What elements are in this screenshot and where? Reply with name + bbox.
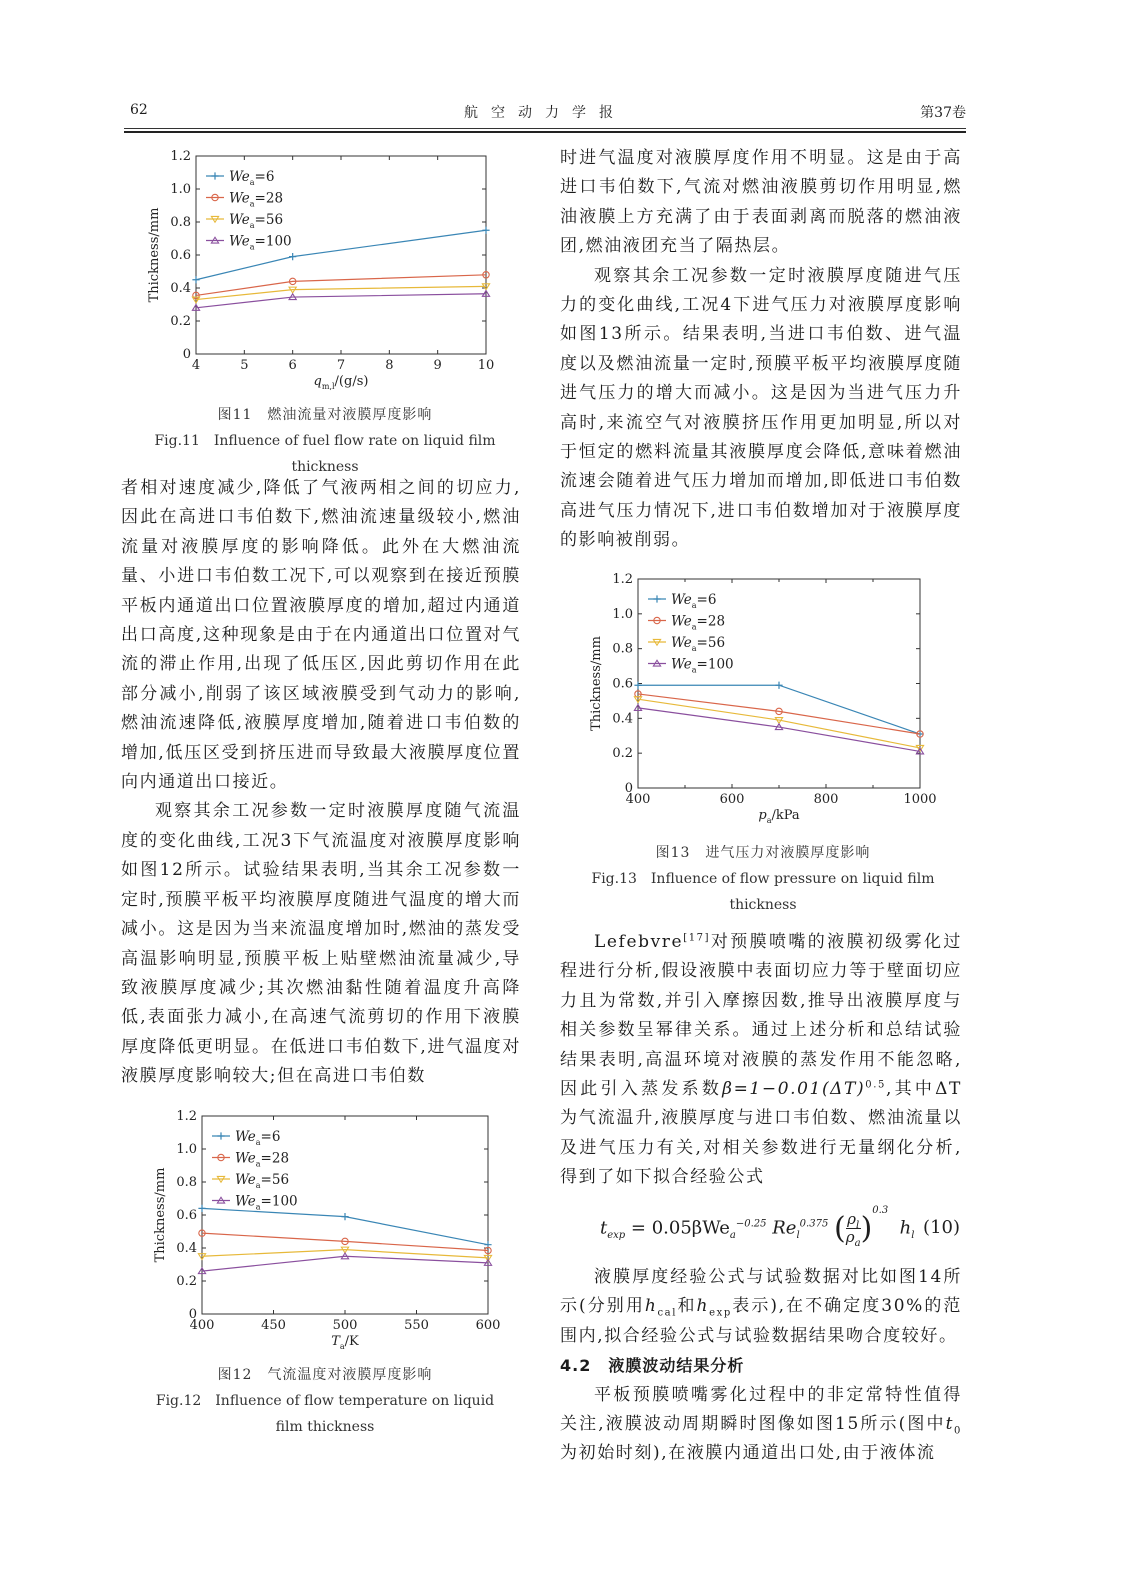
caption-en-line1: Fig.12 Influence of flow temperature on liquid xyxy=(155,1393,495,1409)
y-tick-label: 1.2 xyxy=(170,149,191,164)
paragraph-text: 对预膜喷嘴的液膜初级雾化过程进行分析,假设液膜中表面切应力等于壁面切应力且为常数,并引入摩擦因数,推导出液膜厚度与相关参数呈幂律关系。通过上述分析和总结试验结果表明,高温环境对液膜的蒸发作用不能忽略,因此引入蒸发系数 xyxy=(560,932,962,1100)
y-tick-label: 0 xyxy=(188,1307,197,1322)
x-tick-label: 8 xyxy=(385,358,394,373)
eq-we-sub: a xyxy=(729,1230,736,1242)
eq-coefficient: = 0.05βWe xyxy=(625,1217,730,1239)
eq-denominator: ρ xyxy=(845,1228,855,1246)
y-tick-label: 0.6 xyxy=(176,1208,197,1223)
paragraph: 观察其余工况参数一定时液膜厚度随进气压力的变化曲线,工况4下进气压力对液膜厚度影响如图13所示。结果表明,当进口韦伯数、进气温度以及燃油流量一定时,预膜平板平均液膜厚度随进气压力的增大而减小。这是因为当进气压力升高时,来流空气对液膜挤压作用更加明显,所以对于恒定的燃料流量其液膜厚度会降低,意味着燃油流速会随着进气压力增加而增加,即低进口韦伯数高进气压力情况下,进口韦伯数增加对于液膜厚度的影响被削弱。 xyxy=(560,265,962,551)
figure-12-caption xyxy=(120,1362,530,1440)
caption-cn: 图12 气流温度对液膜厚度影响 xyxy=(217,1367,433,1383)
header-rule-thick xyxy=(124,131,966,133)
left-column-text xyxy=(121,474,521,1092)
legend-label: $We_a=6$ xyxy=(235,1129,281,1147)
y-tick-label: 0.2 xyxy=(170,314,191,329)
legend-label: $We_a=6$ xyxy=(229,169,275,187)
beta-exponent: 0.5 xyxy=(865,1079,886,1091)
paragraph-text: 和 xyxy=(677,1296,697,1317)
y-tick-label: 1.0 xyxy=(612,606,633,622)
y-tick-label: 1.0 xyxy=(170,182,191,197)
journal-title: 航空动力学报 xyxy=(464,105,626,121)
h-exp: h xyxy=(696,1296,710,1317)
legend-label: $We_a=28$ xyxy=(235,1150,290,1169)
x-tick-label: 5 xyxy=(240,358,249,373)
header-rule xyxy=(124,128,966,129)
beta-expression: β=1−0.01(ΔT) xyxy=(722,1079,866,1100)
equation-body xyxy=(600,1204,915,1249)
eq-numerator: ρ xyxy=(847,1210,856,1228)
figure-13 xyxy=(578,566,958,836)
x-tick-label: 400 xyxy=(189,1318,215,1333)
figure-12 xyxy=(138,1102,518,1358)
equation-10 xyxy=(600,1197,966,1259)
legend-label: $We_a=28$ xyxy=(229,190,284,209)
y-tick-label: 1.0 xyxy=(176,1142,197,1157)
legend-label: $We_a=100$ xyxy=(671,656,734,675)
figure-11 xyxy=(128,144,528,400)
paragraph: 者相对速度减少,降低了气液两相之间的切应力,因此在高进口韦伯数下,燃油流速量级较小,燃油流量对液膜厚度的影响降低。此外在大燃油流量、小进口韦伯数工况下,可以观察到在接近预膜平板内通道出口位置液膜厚度的增加,超过内通道出口高度,这种现象是由于在内通道出口位置对气流的滞止作用,出现了低压区,因此剪切作用在此部分减小,削弱了该区域液膜受到气动力的影响,燃油流速降低,液膜厚度增加,随着进口韦伯数的增加,低压区受到挤压进而导致最大液膜厚度位置向内通道出口接近。 xyxy=(121,478,521,793)
figure-13-caption xyxy=(556,840,970,918)
x-tick-label: 400 xyxy=(625,792,651,807)
author-name: Lefebvre xyxy=(594,932,684,952)
x-tick-label: 4 xyxy=(191,358,201,373)
x-tick-label: 550 xyxy=(404,1318,429,1333)
x-tick-label: 600 xyxy=(719,792,745,807)
y-tick-label: 0.4 xyxy=(176,1241,197,1256)
paragraph xyxy=(560,1381,962,1469)
y-tick-label: 0.4 xyxy=(612,711,633,727)
right-column-text-bottom xyxy=(560,1263,962,1469)
y-tick-label: 0.2 xyxy=(176,1274,197,1289)
eq-h-sub: l xyxy=(911,1230,915,1242)
eq-re: Re xyxy=(766,1217,797,1239)
x-axis-label: $q_{m,l}/(g/s)$ xyxy=(313,374,369,391)
paragraph-text: ,其中ΔT为气流温升,液膜厚度与进口韦伯数、燃油流量以及进气压力有关,对相关参数进行无量纲化分析,得到了如下拟合经验公式 xyxy=(560,1079,962,1188)
t0-sub: 0 xyxy=(954,1425,962,1437)
y-axis-label: Thickness/mm xyxy=(589,636,604,731)
y-axis-label: Thickness/mm xyxy=(147,207,162,303)
caption-cn: 图11 燃油流量对液膜厚度影响 xyxy=(217,407,433,423)
y-tick-label: 0 xyxy=(624,781,633,796)
x-axis-label: $p_a$/kPa xyxy=(758,808,800,825)
caption-en: Fig.13 Influence of flow pressure on liquid film thickness xyxy=(591,871,935,913)
equation-number: (10) xyxy=(923,1217,960,1238)
chart-fig11 xyxy=(128,144,528,400)
y-tick-label: 1.2 xyxy=(176,1109,197,1124)
y-tick-label: 0.6 xyxy=(170,248,191,263)
figure-11-caption xyxy=(120,402,530,480)
legend-label: $We_a=56$ xyxy=(229,212,284,230)
citation[interactable]: [17] xyxy=(683,932,711,944)
volume-label: 第37卷 xyxy=(920,105,966,121)
section-heading: 4.2 液膜波动结果分析 xyxy=(560,1356,745,1376)
x-tick-label: 450 xyxy=(261,1318,286,1333)
plot-frame xyxy=(196,156,486,354)
paragraph-text: 为初始时刻),在液膜内通道出口处,由于液体流 xyxy=(560,1443,936,1464)
eq-lhs: t xyxy=(600,1217,608,1239)
paragraph: 观察其余工况参数一定时液膜厚度随气流温度的变化曲线,工况3下气流温度对液膜厚度影响如图12所示。试验结果表明,当其余工况参数一定时,预膜平板平均液膜厚度随进气温度的增大而减小。这是因为当来流温度增加时,燃油的蒸发受高温影响明显,预膜平板上贴壁燃油流量减少,导致液膜厚度减少;其次燃油黏性随着温度升高降低,表面张力减小,在高速气流剪切的作用下液膜厚度降低更明显。在低进口韦伯数下,进气温度对液膜厚度影响较大;但在高进口韦伯数 xyxy=(121,801,521,1087)
caption-cn: 图13 进气压力对液膜厚度影响 xyxy=(655,845,871,861)
legend-label: $We_a=56$ xyxy=(671,635,726,653)
legend-label: $We_a=100$ xyxy=(235,1193,298,1212)
y-tick-label: 0.6 xyxy=(612,676,633,692)
paragraph xyxy=(560,1263,962,1351)
x-tick-label: 6 xyxy=(288,358,297,373)
legend-label: $We_a=56$ xyxy=(235,1172,290,1190)
eq-lhs-sub: exp xyxy=(607,1230,626,1242)
paragraph-text: 平板预膜喷嘴雾化过程中的非定常特性值得关注,液膜波动周期瞬时图像如图15所示(图中 xyxy=(560,1384,962,1435)
running-header xyxy=(124,102,966,124)
paren-left: ( xyxy=(834,1210,846,1246)
legend-label: $We_a=100$ xyxy=(229,233,292,252)
t0: t xyxy=(945,1414,955,1435)
paren-right: ) xyxy=(860,1210,873,1246)
y-tick-label: 0 xyxy=(182,347,191,362)
x-tick-label: 800 xyxy=(813,792,839,807)
x-axis-label: $T_a/K$ xyxy=(331,1334,359,1351)
paragraph xyxy=(560,928,962,1193)
y-axis-label: Thickness/mm xyxy=(153,1167,168,1263)
right-column-text-middle xyxy=(560,928,962,1193)
y-tick-label: 0.8 xyxy=(176,1175,197,1190)
eq-fraction xyxy=(845,1210,861,1249)
paragraph-text: 表示),在不确定度30%的范围内,拟合经验公式与试验数据结果吻合度较好。 xyxy=(560,1296,962,1346)
paragraph: 时进气温度对液膜厚度作用不明显。这是由于高进口韦伯数下,气流对燃油液膜剪切作用明显,燃油液膜上方充满了由于表面剥离而脱落的燃油液团,燃油液团充当了隔热层。 xyxy=(560,148,962,257)
h-cal-sub: cal xyxy=(657,1307,677,1319)
right-column-text-top xyxy=(560,144,962,556)
x-tick-label: 1000 xyxy=(903,792,937,807)
legend-label: $We_a=6$ xyxy=(671,592,717,610)
h-exp-sub: exp xyxy=(709,1307,732,1319)
y-tick-label: 0.8 xyxy=(612,641,633,657)
y-tick-label: 0.4 xyxy=(170,281,191,296)
eq-we-sup: −0.25 xyxy=(735,1218,767,1230)
chart-fig12 xyxy=(138,1102,518,1358)
legend-label: $We_a=28$ xyxy=(671,613,726,632)
x-tick-label: 500 xyxy=(332,1318,358,1333)
x-tick-label: 600 xyxy=(475,1318,501,1333)
x-tick-label: 7 xyxy=(336,358,346,373)
y-tick-label: 0.8 xyxy=(170,215,191,230)
caption-en: Fig.11 Influence of fuel flow rate on liquid film thickness xyxy=(154,433,496,475)
paragraph-text: 液膜厚度经验公式与试验数据对比如图14所示(分别用 xyxy=(560,1267,962,1317)
chart-fig13 xyxy=(578,566,958,836)
eq-denominator-sub: a xyxy=(854,1238,861,1249)
h-cal: h xyxy=(644,1296,658,1317)
y-tick-label: 0.2 xyxy=(612,746,633,762)
y-tick-label: 1.2 xyxy=(612,572,633,587)
eq-h: h xyxy=(899,1217,912,1239)
eq-paren-sup: 0.3 xyxy=(872,1204,889,1216)
page-number: 62 xyxy=(130,102,148,118)
caption-en-line2: film thickness xyxy=(275,1419,375,1435)
eq-re-sub: l xyxy=(796,1230,800,1242)
x-tick-label: 10 xyxy=(477,358,495,373)
eq-re-sup: 0.375 xyxy=(799,1218,829,1230)
eq-numerator-sub: l xyxy=(855,1220,860,1231)
x-tick-label: 9 xyxy=(433,358,442,373)
